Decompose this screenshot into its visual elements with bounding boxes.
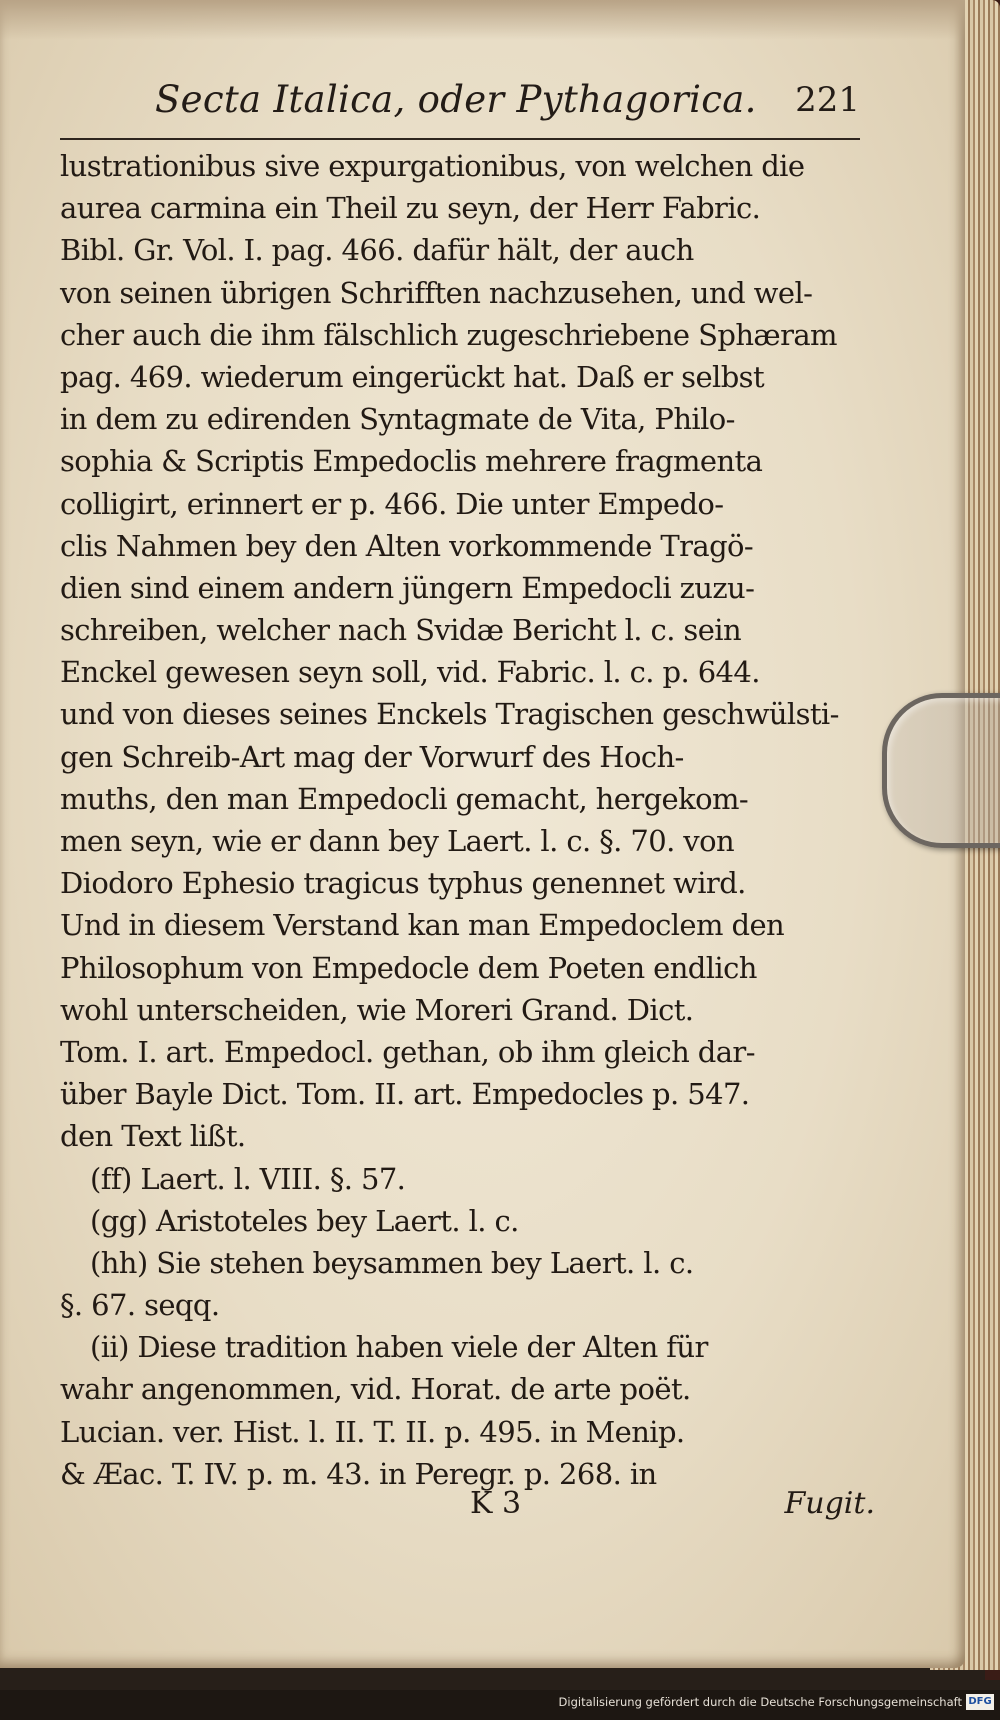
text-line: & Æac. T. IV. p. m. 43. in Peregr. p. 268. in bbox=[60, 1456, 657, 1491]
text-line: pag. 469. wiederum eingerückt hat. Daß er selbst bbox=[60, 359, 765, 394]
text-line: den Text lißt. bbox=[60, 1119, 246, 1154]
text-line: schreiben, welcher nach Svidæ Bericht l. c. sein bbox=[60, 613, 742, 648]
text-line: Bibl. Gr. Vol. I. pag. 466. dafür hält, der auch bbox=[60, 233, 694, 268]
text-line: wahr angenommen, vid. Horat. de arte poët. bbox=[60, 1372, 691, 1407]
page-footer bbox=[60, 1486, 875, 1526]
funding-credit: Digitalisierung gefördert durch die Deutsche Forschungsgemeinschaft bbox=[558, 1695, 962, 1709]
text-line: Enckel gewesen seyn soll, vid. Fabric. l. c. p. 644. bbox=[60, 655, 760, 690]
page-clip bbox=[882, 693, 1000, 848]
text-line: Lucian. ver. Hist. l. II. T. II. p. 495. in Menip. bbox=[60, 1414, 685, 1449]
signature-mark: K 3 bbox=[470, 1486, 522, 1521]
text-line: Tom. I. art. Empedocl. gethan, ob ihm gleich dar- bbox=[60, 1034, 755, 1069]
text-line: von seinen übrigen Schrifften nachzusehen, und wel- bbox=[60, 275, 813, 310]
text-line: colligirt, erinnert er p. 466. Die unter Empedo- bbox=[60, 486, 724, 521]
text-line: über Bayle Dict. Tom. II. art. Empedocles p. 547. bbox=[60, 1077, 750, 1112]
text-line: in dem zu edirenden Syntagmate de Vita, Philo- bbox=[60, 402, 735, 437]
page-number: 221 bbox=[795, 80, 860, 120]
text-line: Philosophum von Empedocle dem Poeten endlich bbox=[60, 950, 757, 985]
header-rule bbox=[60, 138, 860, 140]
text-line: dien sind einem andern jüngern Empedocli zuzu- bbox=[60, 570, 755, 605]
text-line: wohl unterscheiden, wie Moreri Grand. Dict. bbox=[60, 992, 694, 1027]
dfg-logo: DFG bbox=[966, 1694, 994, 1710]
text-line: Diodoro Ephesio tragicus typhus genennet wird. bbox=[60, 866, 746, 901]
text-line: cher auch die ihm fälschlich zugeschriebene Sphæram bbox=[60, 317, 837, 352]
text-line: Und in diesem Verstand kan man Empedoclem den bbox=[60, 908, 785, 943]
page-top-shadow bbox=[0, 0, 965, 40]
footnote-hh: (hh) Sie stehen beysammen bey Laert. l. c. bbox=[90, 1245, 694, 1280]
footnote-gg: (gg) Aristoteles bey Laert. l. c. bbox=[90, 1203, 519, 1238]
page-header bbox=[60, 78, 860, 138]
footnote-ii: (ii) Diese tradition haben viele der Alten für bbox=[90, 1330, 708, 1365]
text-line: muths, den man Empedocli gemacht, hergekom- bbox=[60, 781, 749, 816]
text-line: sophia & Scriptis Empedoclis mehrere fragmenta bbox=[60, 444, 763, 479]
footnote-ff: (ff) Laert. l. VIII. §. 57. bbox=[90, 1161, 406, 1196]
text-line: clis Nahmen bey den Alten vorkommende Tragö- bbox=[60, 528, 754, 563]
text-line: und von dieses seines Enckels Tragischen geschwülsti- bbox=[60, 697, 839, 732]
text-line: lustrationibus sive expurgationibus, von welchen die bbox=[60, 149, 805, 183]
text-line: aurea carmina ein Theil zu seyn, der Herr Fabric. bbox=[60, 191, 761, 226]
running-title: Secta Italica, oder Pythagorica. bbox=[155, 78, 757, 121]
credit-bar bbox=[0, 1690, 1000, 1720]
catchword: Fugit. bbox=[784, 1486, 875, 1521]
text-line: men seyn, wie er dann bey Laert. l. c. §. 70. von bbox=[60, 824, 735, 858]
text-line: gen Schreib-Art mag der Vorwurf des Hoch- bbox=[60, 739, 684, 774]
body-text bbox=[60, 145, 875, 1495]
text-line: §. 67. seqq. bbox=[60, 1288, 220, 1323]
